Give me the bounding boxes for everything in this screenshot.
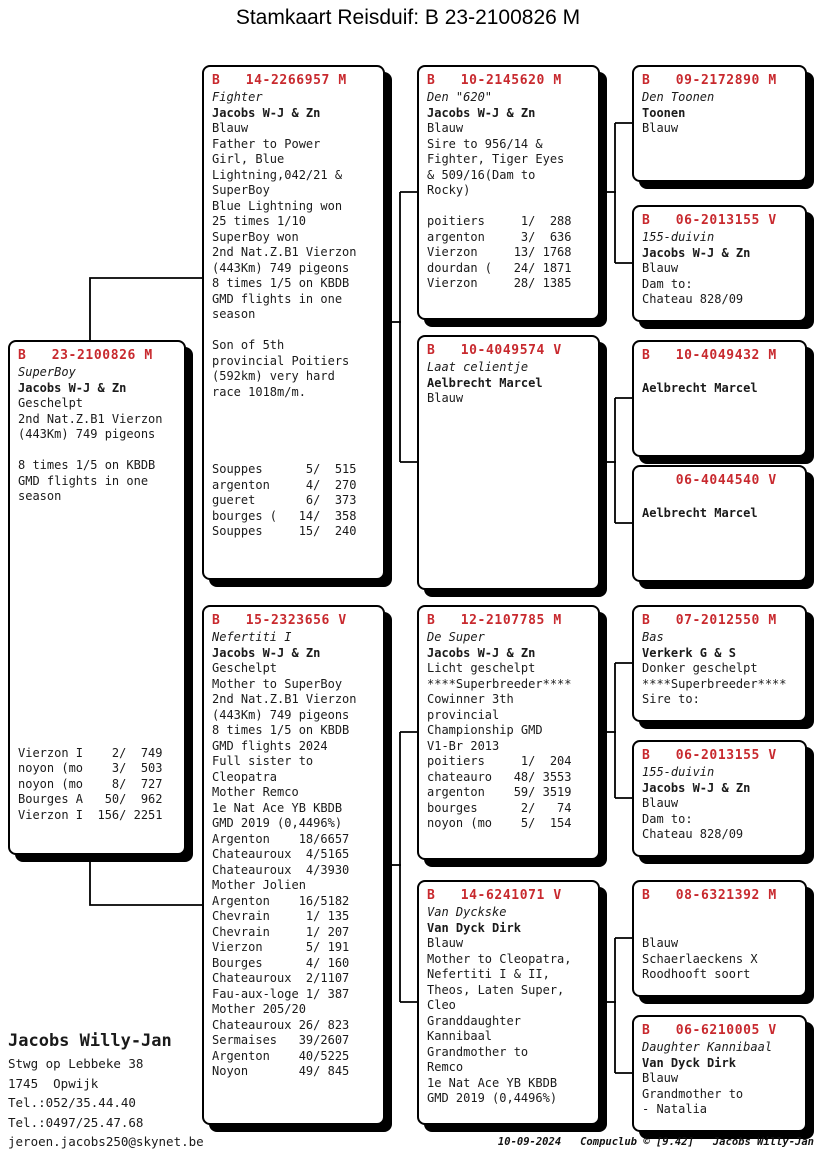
info-line [18,443,180,459]
owner-contact-line: Stwg op Lebbeke 38 [8,1056,144,1071]
info-line: (592km) very hard [212,369,335,383]
pigeon-name: Daughter Kannibaal [642,1040,773,1054]
info-line: argenton 59/ 3519 [427,785,572,799]
pedigree-box-great-granddam-1 [632,205,807,322]
info-line: Blauw [642,936,679,950]
fancier-name: Van Dyck Dirk [642,1055,736,1070]
info-line: Theos, Laten Super, [427,982,565,997]
info-line: Blauw [642,796,679,810]
info-line: Sire to: [642,692,700,706]
info-line: GMD flights 2024 [212,738,328,753]
race-results [18,746,163,824]
info-line [427,199,594,215]
info-line: 8 times 1/5 on KBDB [212,276,350,290]
info-line: Noyon 49/ 845 [212,1064,350,1078]
info-line: Father to Power [212,136,321,151]
info-line: Geschelpt [212,661,278,675]
info-line: Chevrain 1/ 207 [212,924,350,939]
fancier-name: Aelbrecht Marcel [427,375,543,390]
info-line: Blauw [427,936,464,950]
fancier-name: Aelbrecht Marcel [642,380,758,395]
info-line: provincial [427,707,500,722]
info-line: Sermaises 39/2607 [212,1033,350,1047]
info-line: (443Km) 749 pigeons [212,260,350,275]
page-title: Stamkaart Reisduif: B 23-2100826 M [235,6,581,29]
info-line: season [18,489,62,503]
info-line: Souppes 15/ 240 [212,524,357,538]
info-line: V1-Br 2013 [427,738,500,753]
pedigree-box-great-grandsire-1 [632,65,807,182]
race-result-line: Vierzon I 156/ 2251 [18,807,163,822]
fancier-name: Jacobs W-J & Zn [642,780,751,795]
info-line: 2nd Nat.Z.B1 Vierzon [212,245,357,259]
info-line: Blauw [642,261,679,275]
race-result-line: Bourges A 50/ 962 [18,792,163,806]
fancier-name: Jacobs W-J & Zn [427,645,536,660]
pigeon-name: SuperBoy [18,365,76,379]
pigeon-name: 155-duivin [642,765,715,779]
info-line: Chateauroux 4/5165 [212,847,350,861]
info-line: provincial Poitiers [212,353,350,368]
info-line: gueret 6/ 373 [212,493,357,507]
pedigree-box-sire-sire [417,65,600,320]
pigeon-name: Den "620" [427,90,493,104]
info-line: Girl, Blue [212,152,285,166]
info-line: Chateauroux 2/1107 [212,971,350,985]
info-line: Licht geschelpt [427,661,536,675]
fancier-name: Verkerk G & S [642,645,736,660]
ring-number: B 12-2107785 M [427,613,562,628]
info-line: Blauw [642,1071,679,1085]
ring-number: B 10-4049574 V [427,343,562,358]
info-line: Mother to Cleopatra, [427,951,572,966]
info-line: Championship GMD [427,723,543,737]
info-line: 1e Nat Ace YB KBDB [427,1075,558,1090]
info-line [212,431,379,447]
info-line: Lightning,042/21 & [212,167,343,182]
info-line: bourges ( 14/ 358 [212,508,357,523]
pigeon-name: Den Toonen [642,90,715,104]
info-line: Full sister to [212,754,314,768]
race-result-line: noyon (mo 8/ 727 [18,776,163,791]
info-line: Nefertiti I & II, [427,967,550,981]
info-line: SuperBoy won [212,229,299,244]
info-line: Schaerlaeckens X [642,951,758,966]
pigeon-name: Laat celientje [427,360,529,374]
pigeon-name: Fighter [212,90,263,104]
pedigree-box-sire-dam [417,335,600,590]
info-line [212,323,379,339]
info-line: Chateau 828/09 [642,827,744,841]
pigeon-name: Nefertiti I [212,630,292,644]
info-line: Rocky) [427,183,471,197]
pigeon-name [642,490,801,506]
ring-number: B 06-6210005 V [642,1023,777,1038]
info-line: GMD flights in one [18,473,149,488]
info-line: Souppes 5/ 515 [212,462,357,476]
info-line: bourges 2/ 74 [427,800,572,815]
info-line [212,447,379,463]
pedigree-box-great-granddam-2 [632,465,807,582]
info-line: ****Superbreeder**** [642,676,787,691]
info-line: GMD 2019 (0,4496%) [212,816,343,830]
info-line: Blauw [427,391,464,405]
info-line: Donker geschelpt [642,661,758,675]
pigeon-name: Van Dyckske [427,905,507,919]
info-line: Mother Remco [212,785,299,799]
fancier-name: Van Dyck Dirk [427,920,521,935]
info-line: Bourges 4/ 160 [212,955,350,970]
info-line: Chevrain 1/ 135 [212,909,350,923]
fancier-name: Jacobs W-J & Zn [642,245,751,260]
info-line: dourdan ( 24/ 1871 [427,260,572,275]
owner-contact-line: 1745 Opwijk [8,1075,99,1091]
info-line: ****Superbreeder**** [427,676,572,691]
pedigree-box-dam-dam [417,880,600,1125]
owner-contact-line: Tel.:052/35.44.40 [8,1095,136,1110]
info-line: (443Km) 749 pigeons [18,427,156,441]
pedigree-box-great-grandsire-3 [632,605,807,722]
ring-number: 06-4044540 V [642,473,777,488]
info-line: Grandmother to [642,1086,744,1101]
info-line: Argenton 18/6657 [212,831,350,846]
info-line: & 509/16(Dam to [427,167,536,182]
info-line: season [212,307,256,321]
pedigree-box-great-granddam-3 [632,740,807,857]
fancier-name: Jacobs W-J & Zn [212,105,321,120]
info-line: Remco [427,1060,464,1074]
ring-number: B 14-6241071 V [427,888,562,903]
info-line: - Natalia [642,1102,708,1116]
race-result-line: noyon (mo 3/ 503 [18,761,163,775]
pigeon-name [642,905,801,921]
pigeon-name [642,365,801,381]
info-line: Fau-aux-loge 1/ 387 [212,986,350,1001]
info-line: SuperBoy [212,183,270,197]
ring-number: B 09-2172890 M [642,73,777,88]
info-line: Granddaughter [427,1013,521,1028]
pedigree-box-great-grandsire-4 [632,880,807,997]
info-line: Grandmother to [427,1044,529,1059]
info-line: Son of 5th [212,338,285,352]
info-line: Cleo [427,998,456,1012]
ring-number: B 23-2100826 M [18,348,153,363]
fancier-name: Toonen [642,105,686,120]
fancier-name [642,921,801,937]
ring-number: B 07-2012550 M [642,613,777,628]
info-line: Kannibaal [427,1029,493,1043]
info-line: chateauro 48/ 3553 [427,769,572,784]
ring-number: B 14-2266957 M [212,73,347,88]
info-line: noyon (mo 5/ 154 [427,816,572,830]
info-line: Cleopatra [212,769,278,784]
info-line: Mother 205/20 [212,1002,306,1016]
pigeon-name: Bas [642,630,664,644]
info-line [212,416,379,432]
info-line: Blauw [642,121,679,135]
pigeon-name: De Super [427,630,485,644]
info-line: Sire to 956/14 & [427,136,543,151]
info-line: argenton 3/ 636 [427,229,572,244]
ring-number: B 08-6321392 M [642,888,777,903]
info-line: 2nd Nat.Z.B1 Vierzon [18,411,163,426]
owner-contact-lines [8,1054,204,1152]
info-line: poitiers 1/ 204 [427,754,572,768]
race-result-line: Vierzon I 2/ 749 [18,745,163,760]
info-line: GMD 2019 (0,4496%) [427,1091,558,1105]
info-line: Blue Lightning won [212,198,343,213]
info-line: Chateauroux 26/ 823 [212,1017,350,1032]
pedigree-box-dam [202,605,385,1125]
info-line: Vierzon 13/ 1768 [427,245,572,259]
pedigree-box-subject [8,340,186,855]
owner-name: Jacobs Willy-Jan [8,1031,172,1051]
info-line: Fighter, Tiger Eyes [427,152,565,166]
ring-number: B 15-2323656 V [212,613,347,628]
info-line: Chateauroux 4/3930 [212,862,350,877]
fancier-name: Aelbrecht Marcel [642,505,758,520]
pedigree-box-great-grandsire-2 [632,340,807,457]
info-line: GMD flights in one [212,291,343,306]
fancier-name: Jacobs W-J & Zn [427,105,536,120]
pigeon-name: 155-duivin [642,230,715,244]
owner-contact-line: Tel.:0497/25.47.68 [8,1114,144,1130]
info-line: Blauw [212,121,249,135]
pedigree-box-sire [202,65,385,580]
fancier-name: Jacobs W-J & Zn [212,645,321,660]
info-line: Mother Jolien [212,878,306,892]
footer-credit: 10-09-2024 Compuclub © [9.42] Jacobs Willy-Jan [497,1136,814,1148]
info-line: Vierzon 5/ 191 [212,940,350,954]
info-line: Argenton 16/5182 [212,893,350,908]
info-line: 25 times 1/10 [212,214,306,228]
info-line [212,400,379,416]
fancier-name: Jacobs W-J & Zn [18,380,127,395]
info-line: Argenton 40/5225 [212,1048,350,1063]
info-line: 8 times 1/5 on KBDB [212,723,350,737]
info-line: Roodhooft soort [642,967,751,981]
info-line: race 1018m/m. [212,384,306,399]
owner-contact-line: jeroen.jacobs250@skynet.be [8,1134,204,1149]
info-line: Blauw [427,121,464,135]
info-line: 1e Nat Ace YB KBDB [212,800,343,815]
info-line: Mother to SuperBoy [212,676,343,691]
ring-number: B 10-2145620 M [427,73,562,88]
ring-number: B 06-2013155 V [642,748,777,763]
ring-number: B 06-2013155 V [642,213,777,228]
info-line: 8 times 1/5 on KBDB [18,458,156,472]
info-line: argenton 4/ 270 [212,477,357,492]
info-line: Dam to: [642,276,693,291]
info-line: poitiers 1/ 288 [427,214,572,228]
ring-number: B 10-4049432 M [642,348,777,363]
info-line: (443Km) 749 pigeons [212,707,350,722]
info-line: Geschelpt [18,396,84,410]
info-line: Vierzon 28/ 1385 [427,276,572,290]
pedigree-box-dam-sire [417,605,600,860]
info-line: Dam to: [642,811,693,826]
info-line: Cowinner 3th [427,692,514,706]
owner-info [8,1028,204,1152]
info-line: 2nd Nat.Z.B1 Vierzon [212,692,357,706]
pedigree-box-great-granddam-4 [632,1015,807,1132]
info-line: Chateau 828/09 [642,292,744,306]
